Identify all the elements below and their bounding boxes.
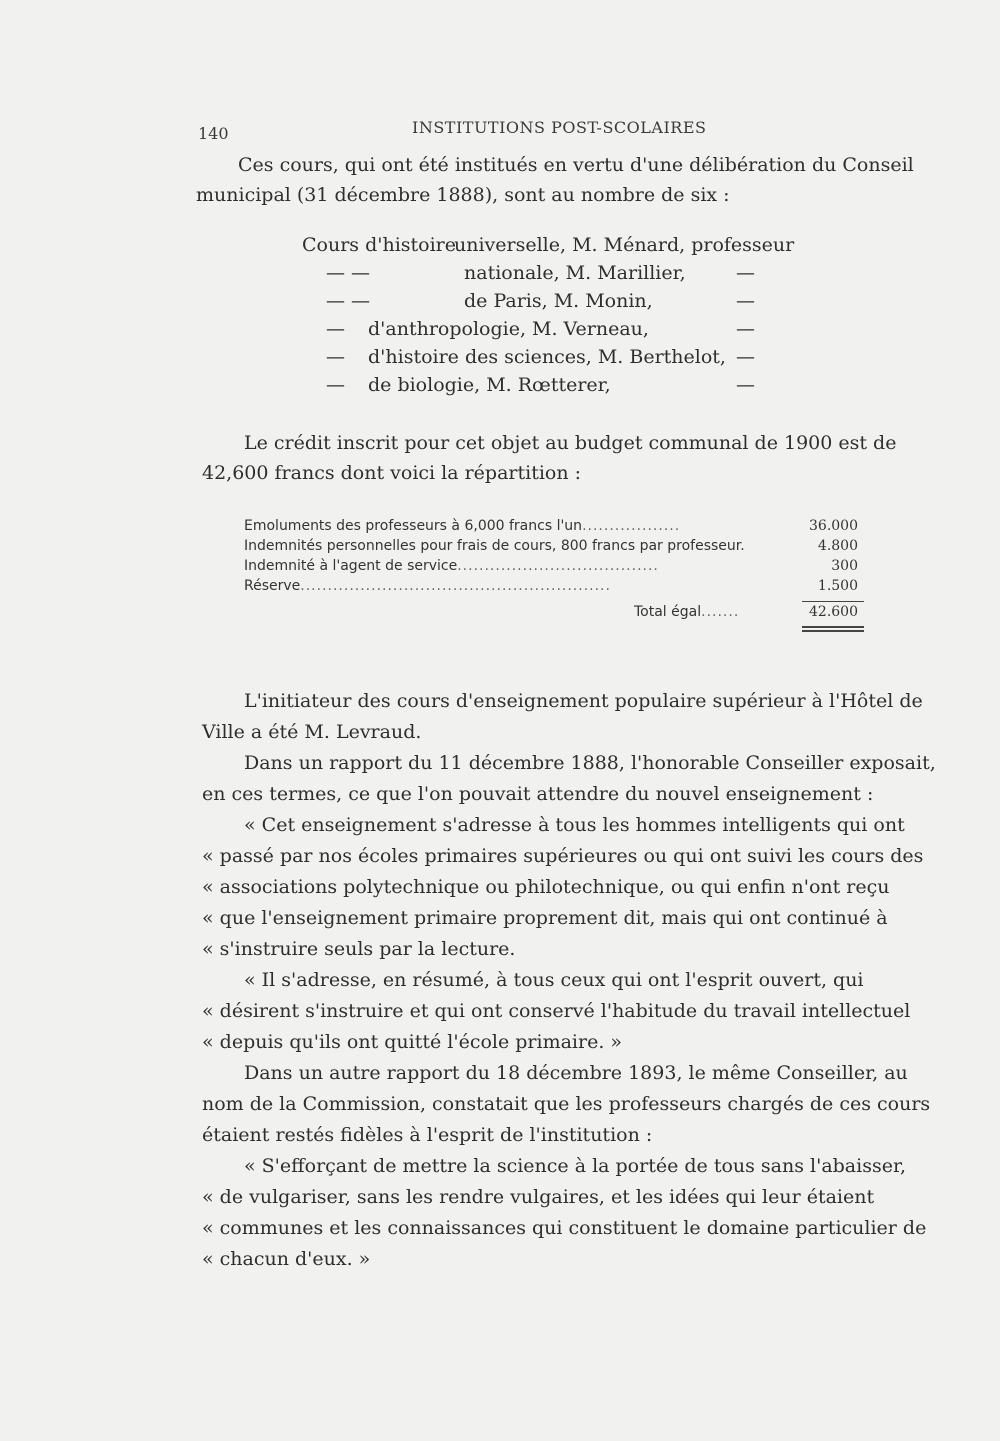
course-item <box>302 290 782 318</box>
course-text: de biologie, M. Rœtterer, <box>368 374 611 396</box>
course-lead: — <box>326 346 345 368</box>
course-item <box>302 234 795 262</box>
course-text: de Paris, M. Monin, <box>464 290 653 312</box>
credit-paragraph <box>202 428 924 488</box>
text-line: « chacun d'eux. » <box>202 1248 371 1270</box>
budget-label: Indemnités personnelles pour frais de cours, 800 francs par professeur. <box>244 538 745 554</box>
budget-row <box>244 538 864 558</box>
text-line: « S'efforçant de mettre la science à la portée de tous sans l'abaisser, <box>244 1155 906 1177</box>
course-item <box>302 318 782 346</box>
text-line: « Il s'adresse, en résumé, à tous ceux qui ont l'esprit ouvert, qui <box>244 969 864 991</box>
text-line: « désirent s'instruire et qui ont conservé l'habitude du travail intellectuel <box>202 1000 911 1022</box>
text-line: « depuis qu'ils ont quitté l'école primaire. » <box>202 1031 623 1053</box>
course-item <box>302 374 782 402</box>
page-header <box>198 118 718 144</box>
budget-row <box>244 578 864 598</box>
course-lead: — — <box>326 290 371 312</box>
text-line: « passé par nos écoles primaires supérieures ou qui ont suivi les cours des <box>202 845 924 867</box>
text-line: Le crédit inscrit pour cet objet au budget communal de 1900 est de <box>244 432 897 454</box>
budget-value: 36.000 <box>809 518 858 534</box>
course-lead: — <box>326 374 345 396</box>
text-line: Ces cours, qui ont été institués en vertu d'une délibération du Conseil <box>238 154 914 176</box>
course-lead: — — <box>326 262 371 284</box>
double-rule <box>802 626 864 632</box>
course-list <box>302 234 795 402</box>
text-line: L'initiateur des cours d'enseignement populaire supérieur à l'Hôtel de <box>244 690 923 712</box>
budget-value: 300 <box>831 558 858 574</box>
budget-label: Indemnité à l'agent de service..................................... <box>244 558 659 574</box>
text-line: « associations polytechnique ou philotechnique, ou qui enfin n'ont reçu <box>202 876 890 898</box>
course-tail: — <box>736 318 755 340</box>
text-line: « s'instruire seuls par la lecture. <box>202 938 516 960</box>
budget-value: 1.500 <box>817 578 858 594</box>
budget-value: 4.800 <box>817 538 858 554</box>
course-tail: — <box>736 262 755 284</box>
text-line: « que l'enseignement primaire proprement dit, mais qui ont continué à <box>202 907 888 929</box>
course-item <box>302 346 782 374</box>
sum-rule <box>802 601 864 602</box>
course-text: d'anthropologie, M. Verneau, <box>368 318 649 340</box>
budget-row <box>244 518 864 538</box>
course-lead: — <box>326 318 345 340</box>
budget-total-row <box>244 604 864 634</box>
text-line: « communes et les connaissances qui constituent le domaine particulier de <box>202 1217 927 1239</box>
course-tail: — <box>736 346 755 368</box>
running-title: INSTITUTIONS POST-SCOLAIRES <box>412 118 707 137</box>
total-value: 42.600 <box>809 604 858 620</box>
page-number: 140 <box>198 124 229 143</box>
course-text: nationale, M. Marillier, <box>464 262 686 284</box>
text-line: « Cet enseignement s'adresse à tous les hommes intelligents qui ont <box>244 814 905 836</box>
text-line: Ville a été M. Levraud. <box>202 721 422 743</box>
text-line: Dans un rapport du 11 décembre 1888, l'honorable Conseiller exposait, <box>244 752 936 774</box>
text-line: nom de la Commission, constatait que les professeurs chargés de ces cours <box>202 1093 931 1115</box>
body-text <box>202 686 936 1275</box>
text-line: 42,600 francs dont voici la répartition : <box>202 462 582 484</box>
budget-label: Réserve......................................................... <box>244 578 611 594</box>
budget-table <box>244 518 864 634</box>
text-line: municipal (31 décembre 1888), sont au nombre de six : <box>196 184 730 206</box>
text-line: Dans un autre rapport du 18 décembre 1893, le même Conseiller, au <box>244 1062 908 1084</box>
course-text: universelle, M. Ménard, professeur <box>454 234 795 256</box>
text-line: en ces termes, ce que l'on pouvait attendre du nouvel enseignement : <box>202 783 874 805</box>
course-text: d'histoire des sciences, M. Berthelot, <box>368 346 726 368</box>
budget-label: Emoluments des professeurs à 6,000 francs l'un.................. <box>244 518 681 534</box>
course-tail: — <box>736 374 755 396</box>
course-lead: Cours d'histoire <box>302 234 457 256</box>
text-line: « de vulgariser, sans les rendre vulgaires, et les idées qui leur étaient <box>202 1186 875 1208</box>
text-line: étaient restés fidèles à l'esprit de l'institution : <box>202 1124 653 1146</box>
total-label: Total égal....... <box>634 604 740 620</box>
course-item <box>302 262 782 290</box>
course-tail: — <box>736 290 755 312</box>
budget-row <box>244 558 864 578</box>
intro-paragraph <box>196 150 918 210</box>
